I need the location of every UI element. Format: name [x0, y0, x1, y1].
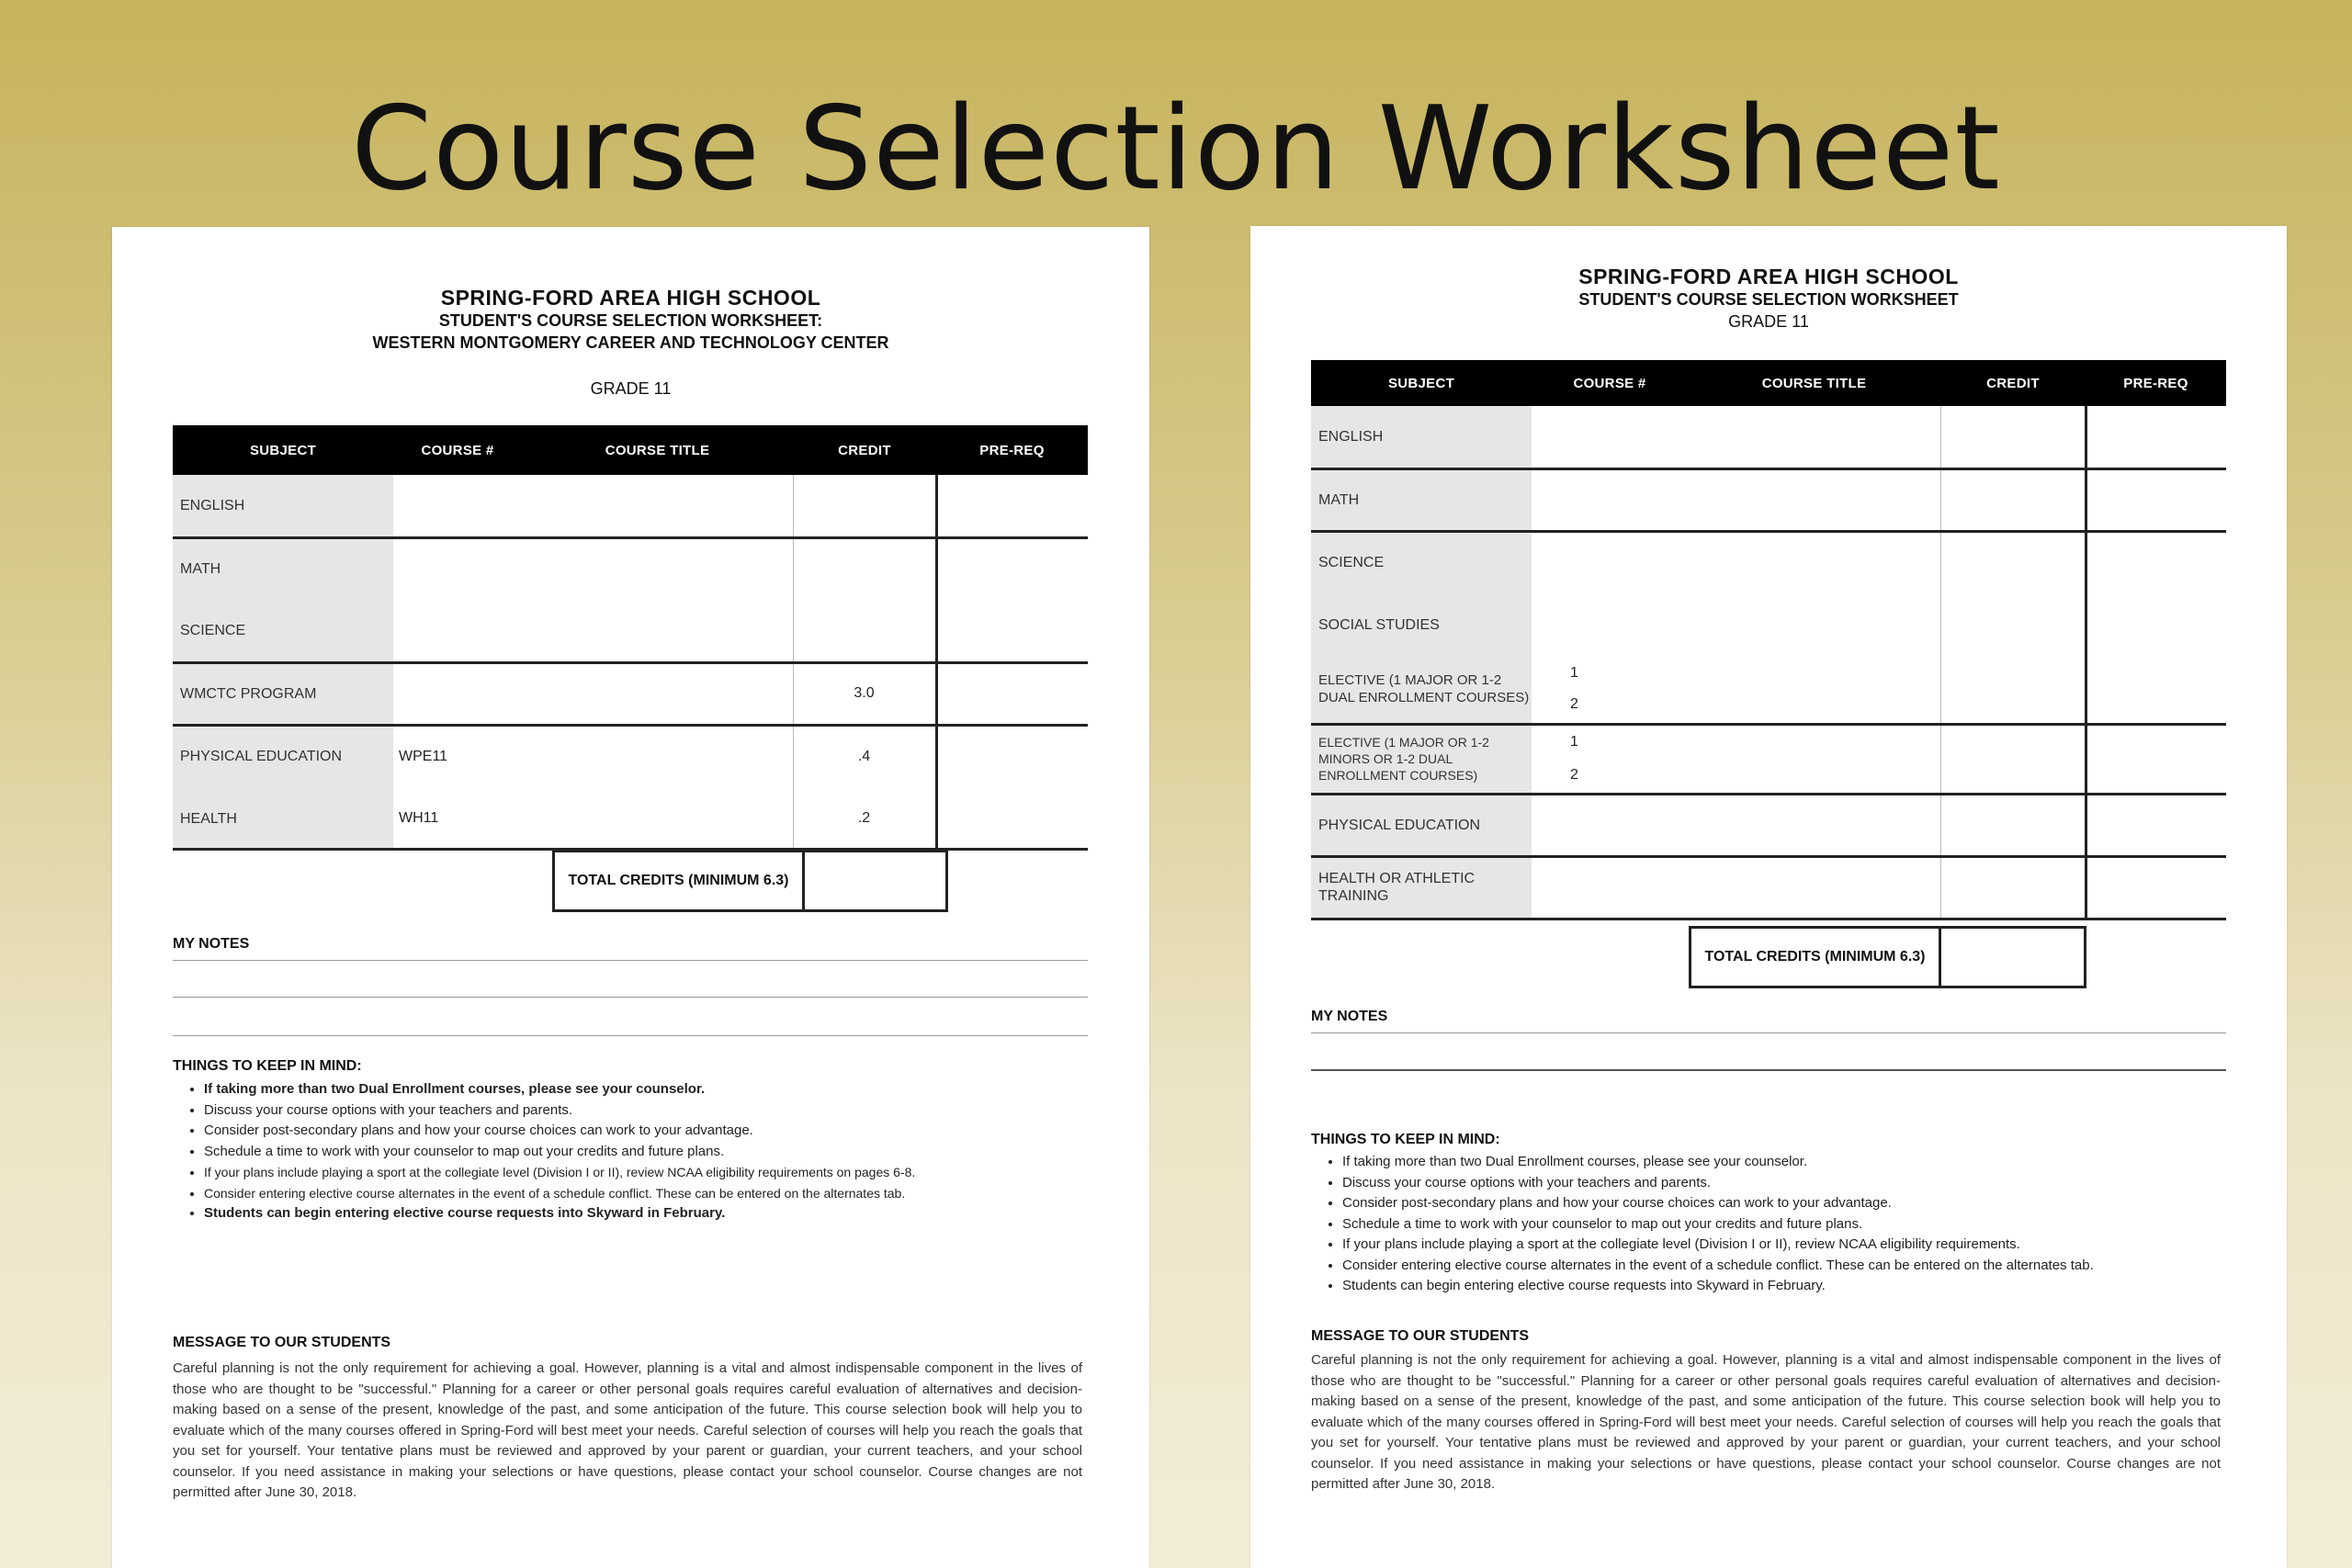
- subject-cell: SCIENCE: [1311, 531, 1532, 593]
- course-number-cell[interactable]: [1532, 856, 1688, 919]
- message-body: Careful planning is not the only requirement for achieving a goal. However, planning is a vital and almost indispensable component in the lives of those who are thought to be "successful." Planning for a career or other personal goals requires careful evaluation of alternatives and decision-making based on a sense of the present, knowledge of the past, and some anticipation of the future. This course selection book will help you to evaluate which of the many courses offered in Spring-Ford will best meet your needs. Careful selection of courses will help you reach the goals that you set for yourself. Your tentative plans must be reviewed and approved by your parent or guardian, your current teachers, and your school counselor. If you need assistance in making your selections or have questions, please contact your school counselor. Course changes are not permitted after June 30, 2018.: [173, 1360, 1082, 1500]
- credit-cell[interactable]: .2: [793, 787, 936, 850]
- worksheet-left-page: [112, 227, 1149, 1568]
- table-row: [1311, 656, 2226, 724]
- prereq-cell[interactable]: [2086, 794, 2226, 856]
- subject-cell: HEALTH: [173, 787, 393, 850]
- subject-cell: PHYSICAL EDUCATION: [173, 725, 393, 787]
- credit-cell[interactable]: [793, 475, 936, 537]
- prereq-cell[interactable]: [2086, 468, 2226, 531]
- list-item: • Students can begin entering elective course requests into Skyward in February.: [204, 1203, 1086, 1224]
- grade-label: GRADE 11: [1728, 312, 1809, 331]
- total-credits-box: [552, 850, 948, 912]
- course-title-cell[interactable]: [1688, 406, 1940, 468]
- column-header-prereq: PRE-REQ: [936, 425, 1088, 475]
- notes-line[interactable]: [173, 997, 1088, 998]
- prereq-cell[interactable]: [936, 475, 1088, 537]
- course-table: [173, 425, 1088, 850]
- total-credits-label: TOTAL CREDITS (MINIMUM 6.3): [555, 852, 805, 909]
- credit-cell[interactable]: [793, 600, 936, 662]
- list-item: • If taking more than two Dual Enrollment courses, please see your counselor.: [204, 1079, 1086, 1100]
- subject-cell: PHYSICAL EDUCATION: [1311, 794, 1532, 856]
- total-credits-label: TOTAL CREDITS (MINIMUM 6.3): [1691, 929, 1941, 986]
- list-item: • Schedule a time to work with your counselor to map out your credits and future plans.: [1342, 1214, 2224, 1235]
- course-title-cell[interactable]: [1688, 656, 1940, 724]
- credit-cell[interactable]: .4: [793, 725, 936, 787]
- credit-cell[interactable]: [1940, 531, 2086, 593]
- subject-cell: HEALTH OR ATHLETIC TRAINING: [1311, 856, 1532, 919]
- table-row: [1311, 724, 2226, 794]
- column-header-course-title: COURSE TITLE: [522, 425, 793, 475]
- course-number-cell[interactable]: WPE11: [399, 748, 448, 764]
- table-row: [1311, 856, 2226, 919]
- course-title-cell[interactable]: [1688, 468, 1940, 531]
- course-number-cell[interactable]: [1532, 593, 1688, 656]
- list-item: • Consider post-secondary plans and how your course choices can work to your advantage.: [1342, 1193, 2224, 1214]
- message-body: Careful planning is not the only requirement for achieving a goal. However, planning is a vital and almost indispensable component in the lives of those who are thought to be "successful." Planning for a career or other personal goals requires careful evaluation of alternatives and decision-making based on a sense of the present, knowledge of the past, and some anticipation of the future. This course selection book will help you to evaluate which of the many courses offered in Spring-Ford will best meet your needs. Careful selection of courses will help you reach the goals that you set for yourself. Your tentative plans must be reviewed and approved by your parent or guardian, your current teachers, and your school counselor. If you need assistance in making your selections or have questions, please contact your school counselor. Course changes are not permitted after June 30, 2018.: [1311, 1352, 2221, 1492]
- notes-line[interactable]: [1311, 1032, 2226, 1033]
- school-name: SPRING-FORD AREA HIGH SCHOOL: [440, 286, 821, 310]
- credit-cell[interactable]: [1940, 593, 2086, 656]
- message-heading: MESSAGE TO OUR STUDENTS: [173, 1335, 391, 1350]
- prereq-cell[interactable]: [2086, 724, 2226, 794]
- credit-cell[interactable]: [1940, 406, 2086, 468]
- list-item: • Consider post-secondary plans and how your course choices can work to your advantage.: [204, 1121, 1086, 1142]
- credit-cell[interactable]: [1940, 724, 2086, 794]
- things-to-keep-list: [1311, 1152, 2224, 1297]
- list-item: • If your plans include playing a sport at the collegiate level (Division I or II), review NCAA eligibility requirements on pages 6-8.: [204, 1162, 1086, 1183]
- course-line-number: 1: [1570, 734, 1578, 750]
- prereq-cell[interactable]: [2086, 656, 2226, 724]
- slide-title: Course Selection Worksheet: [351, 81, 2001, 216]
- prereq-cell[interactable]: [936, 662, 1088, 725]
- table-row: [1311, 593, 2226, 656]
- notes-line[interactable]: [173, 1035, 1088, 1036]
- course-number-cell[interactable]: [393, 475, 522, 537]
- column-header-prereq: PRE-REQ: [2086, 360, 2226, 406]
- column-header-credit: CREDIT: [1940, 360, 2086, 406]
- course-number-cell[interactable]: [1532, 656, 1688, 724]
- credit-cell[interactable]: [793, 537, 936, 600]
- course-number-cell[interactable]: [1532, 794, 1688, 856]
- course-title-cell[interactable]: [522, 725, 793, 787]
- course-title-cell[interactable]: [522, 787, 793, 850]
- table-row: [173, 475, 1088, 537]
- grade-label: GRADE 11: [590, 379, 672, 398]
- notes-line[interactable]: [1311, 1069, 2226, 1071]
- table-row: [1311, 531, 2226, 593]
- list-item: • Schedule a time to work with your counselor to map out your credits and future plans.: [204, 1142, 1086, 1163]
- course-line-number: 2: [1570, 767, 1578, 783]
- school-name: SPRING-FORD AREA HIGH SCHOOL: [1578, 265, 1959, 288]
- table-row: [1311, 406, 2226, 468]
- list-item: • Discuss your course options with your teachers and parents.: [1342, 1173, 2224, 1194]
- course-title-cell[interactable]: [1688, 593, 1940, 656]
- subject-cell: MATH: [1311, 468, 1532, 531]
- course-number-cell[interactable]: [393, 600, 522, 662]
- worksheet-subtitle: STUDENT'S COURSE SELECTION WORKSHEET: [1578, 290, 1959, 309]
- course-title-cell[interactable]: [522, 537, 793, 600]
- subject-cell: MATH: [173, 537, 393, 600]
- things-to-keep-list: [173, 1079, 1086, 1224]
- course-number-cell[interactable]: [393, 662, 522, 725]
- credit-cell[interactable]: [1940, 468, 2086, 531]
- prereq-cell[interactable]: [2086, 856, 2226, 919]
- my-notes-heading: MY NOTES: [173, 936, 250, 952]
- table-row: [173, 600, 1088, 662]
- worksheet-subtitle: STUDENT'S COURSE SELECTION WORKSHEET:: [438, 311, 823, 330]
- my-notes-heading: MY NOTES: [1311, 1009, 1388, 1024]
- course-title-cell[interactable]: [522, 475, 793, 537]
- table-row: [173, 725, 1088, 787]
- subject-cell: ELECTIVE (1 MAJOR OR 1-2 MINORS OR 1-2 DUAL ENROLLMENT COURSES): [1311, 724, 1532, 794]
- notes-line[interactable]: [173, 960, 1088, 961]
- course-line-number: 2: [1570, 696, 1578, 713]
- course-title-cell[interactable]: [1688, 794, 1940, 856]
- things-to-keep-heading: THINGS TO KEEP IN MIND:: [173, 1058, 362, 1074]
- prereq-cell[interactable]: [2086, 531, 2226, 593]
- prereq-cell[interactable]: [936, 537, 1088, 600]
- table-header-row: [1311, 360, 2226, 406]
- column-header-credit: CREDIT: [793, 425, 936, 475]
- column-header-subject: SUBJECT: [1311, 360, 1532, 406]
- prereq-cell[interactable]: [936, 787, 1088, 850]
- prereq-cell[interactable]: [2086, 593, 2226, 656]
- prereq-cell[interactable]: [936, 725, 1088, 787]
- column-header-course-number: COURSE #: [393, 425, 522, 475]
- subject-cell: SCIENCE: [173, 600, 393, 662]
- table-row: [173, 787, 1088, 850]
- prereq-cell[interactable]: [936, 600, 1088, 662]
- course-number-cell[interactable]: [393, 537, 522, 600]
- table-row: [1311, 468, 2226, 531]
- course-number-cell[interactable]: [1532, 406, 1688, 468]
- list-item: • Students can begin entering elective course requests into Skyward in February.: [1342, 1276, 2224, 1297]
- table-header-row: [173, 425, 1088, 475]
- list-item: • Consider entering elective course alternates in the event of a schedule conflict. These can be entered on the alternates tab.: [204, 1183, 1086, 1204]
- list-item: • Consider entering elective course alternates in the event of a schedule conflict. These can be entered on the alternates tab.: [1342, 1256, 2224, 1277]
- subject-cell: ENGLISH: [173, 475, 393, 537]
- course-title-cell[interactable]: [1688, 856, 1940, 919]
- total-credits-box: [1689, 926, 2086, 988]
- things-to-keep-heading: THINGS TO KEEP IN MIND:: [1311, 1132, 1500, 1147]
- column-header-course-number: COURSE #: [1532, 360, 1688, 406]
- course-number-cell[interactable]: [1532, 531, 1688, 593]
- table-row: [173, 662, 1088, 725]
- list-item: • If taking more than two Dual Enrollment courses, please see your counselor.: [1342, 1152, 2224, 1173]
- subject-cell: ELECTIVE (1 MAJOR OR 1-2 DUAL ENROLLMENT COURSES): [1311, 656, 1532, 724]
- column-header-subject: SUBJECT: [173, 425, 393, 475]
- credit-cell[interactable]: [1940, 794, 2086, 856]
- course-title-cell[interactable]: [1688, 724, 1940, 794]
- course-title-cell[interactable]: [522, 662, 793, 725]
- list-item: • If your plans include playing a sport at the collegiate level (Division I or II), review NCAA eligibility requirements.: [1342, 1235, 2224, 1256]
- course-table: [1311, 360, 2226, 920]
- table-row: [1311, 794, 2226, 856]
- message-heading: MESSAGE TO OUR STUDENTS: [1311, 1328, 1530, 1344]
- course-title-cell[interactable]: [522, 600, 793, 662]
- course-line-number: 1: [1570, 665, 1578, 682]
- prereq-cell[interactable]: [2086, 406, 2226, 468]
- column-header-course-title: COURSE TITLE: [1688, 360, 1940, 406]
- subject-cell: WMCTC PROGRAM: [173, 662, 393, 725]
- credit-cell[interactable]: [1940, 656, 2086, 724]
- subject-cell: SOCIAL STUDIES: [1311, 593, 1532, 656]
- worksheet-right-page: [1250, 226, 2287, 1568]
- course-title-cell[interactable]: [1688, 531, 1940, 593]
- credit-cell[interactable]: [1940, 856, 2086, 919]
- course-number-cell[interactable]: [1532, 724, 1688, 794]
- course-number-cell[interactable]: WH11: [399, 810, 439, 826]
- table-row: [173, 537, 1088, 600]
- credit-cell[interactable]: 3.0: [793, 662, 936, 725]
- subject-cell: ENGLISH: [1311, 406, 1532, 468]
- worksheet-subtitle-center: WESTERN MONTGOMERY CAREER AND TECHNOLOGY CENTER: [372, 333, 889, 352]
- list-item: • Discuss your course options with your teachers and parents.: [204, 1100, 1086, 1122]
- course-number-cell[interactable]: [1532, 468, 1688, 531]
